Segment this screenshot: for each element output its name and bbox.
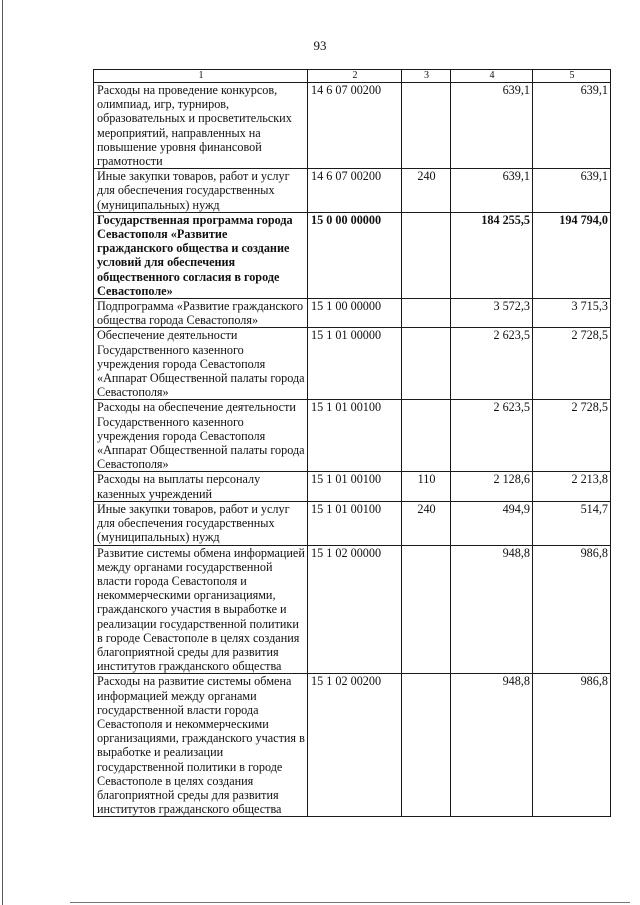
row-code-cell: 14 6 07 00200: [308, 169, 402, 213]
row-sum1-cell: 2 623,5: [451, 328, 533, 400]
row-sum2-cell: 2 728,5: [533, 328, 611, 400]
row-code-cell: 15 1 02 00200: [308, 674, 402, 817]
table-row: [94, 674, 611, 817]
table-row: [94, 299, 611, 328]
column-header-vr: 3: [402, 70, 451, 83]
row-name-cell: Развитие системы обмена информацией между органами государственной власти города Севастополя и некоммерческими организациями, гражданского участия в выработке и реализации государственной политики в городе Севастополе в целях создания благоприятной среды для развития институтов гражданского общества: [94, 545, 308, 674]
scan-bottom-edge: [70, 902, 630, 903]
scan-left-edge: [2, 0, 3, 905]
column-header-code: 2: [308, 70, 402, 83]
row-name-cell: Подпрограмма «Развитие гражданского общества города Севастополя»: [94, 299, 308, 328]
table-row: [94, 212, 611, 298]
row-vr-cell: [402, 674, 451, 817]
row-vr-cell: [402, 400, 451, 472]
row-code-cell: 15 1 01 00100: [308, 501, 402, 545]
table-row: [94, 328, 611, 400]
row-name-cell: Расходы на проведение конкурсов, олимпиад, игр, турниров, образовательных и просветительских мероприятий, направленных на повышение уровня финансовой грамотности: [94, 83, 308, 169]
row-code-cell: 15 1 01 00100: [308, 400, 402, 472]
row-sum2-cell: 2 213,8: [533, 472, 611, 501]
column-header-sum1: 4: [451, 70, 533, 83]
row-sum1-cell: 639,1: [451, 169, 533, 213]
row-sum2-cell: 986,8: [533, 674, 611, 817]
column-header-name: 1: [94, 70, 308, 83]
table-header-row: [94, 70, 611, 83]
table-row: [94, 400, 611, 472]
row-sum1-cell: 184 255,5: [451, 212, 533, 298]
row-sum2-cell: 514,7: [533, 501, 611, 545]
row-vr-cell: [402, 328, 451, 400]
row-name-cell: Обеспечение деятельности Государственного казенного учреждения города Севастополя «Аппарат Общественной палаты города Севастополя»: [94, 328, 308, 400]
row-sum1-cell: 494,9: [451, 501, 533, 545]
row-name-cell: Иные закупки товаров, работ и услуг для обеспечения государственных (муниципальных) нужд: [94, 501, 308, 545]
row-vr-cell: [402, 212, 451, 298]
table-row: [94, 545, 611, 674]
row-sum1-cell: 639,1: [451, 83, 533, 169]
row-vr-cell: [402, 545, 451, 674]
row-code-cell: 15 1 00 00000: [308, 299, 402, 328]
row-sum1-cell: 3 572,3: [451, 299, 533, 328]
row-sum2-cell: 194 794,0: [533, 212, 611, 298]
row-name-cell: Расходы на развитие системы обмена информацией между органами государственной власти города Севастополя и некоммерческими организациями, гражданского участия в выработке и реализации государственной политики в городе Севастополе в целях создания благоприятной среды для развития институтов гражданского общества: [94, 674, 308, 817]
row-name-cell: Расходы на выплаты персоналу казенных учреждений: [94, 472, 308, 501]
budget-table: [93, 69, 611, 817]
table-row: [94, 472, 611, 501]
row-name-cell: Государственная программа города Севастополя «Развитие гражданского общества и создание условий для обеспечения общественного согласия в городе Севастополе»: [94, 212, 308, 298]
row-code-cell: 15 1 02 00000: [308, 545, 402, 674]
table-row: [94, 83, 611, 169]
row-name-cell: Расходы на обеспечение деятельности Государственного казенного учреждения города Севастополя «Аппарат Общественной палаты города Севастополя»: [94, 400, 308, 472]
row-vr-cell: 240: [402, 169, 451, 213]
row-sum2-cell: 986,8: [533, 545, 611, 674]
row-vr-cell: [402, 299, 451, 328]
row-code-cell: 15 1 01 00000: [308, 328, 402, 400]
page-number: 93: [313, 38, 327, 53]
row-vr-cell: 110: [402, 472, 451, 501]
table-row: [94, 501, 611, 545]
row-sum2-cell: 3 715,3: [533, 299, 611, 328]
row-sum2-cell: 2 728,5: [533, 400, 611, 472]
column-header-sum2: 5: [533, 70, 611, 83]
row-sum1-cell: 948,8: [451, 545, 533, 674]
row-sum1-cell: 2 623,5: [451, 400, 533, 472]
row-sum1-cell: 948,8: [451, 674, 533, 817]
row-vr-cell: [402, 83, 451, 169]
row-sum1-cell: 2 128,6: [451, 472, 533, 501]
row-code-cell: 14 6 07 00200: [308, 83, 402, 169]
table-row: [94, 169, 611, 213]
row-sum2-cell: 639,1: [533, 169, 611, 213]
row-code-cell: 15 1 01 00100: [308, 472, 402, 501]
row-name-cell: Иные закупки товаров, работ и услуг для обеспечения государственных (муниципальных) нужд: [94, 169, 308, 213]
row-code-cell: 15 0 00 00000: [308, 212, 402, 298]
row-vr-cell: 240: [402, 501, 451, 545]
row-sum2-cell: 639,1: [533, 83, 611, 169]
